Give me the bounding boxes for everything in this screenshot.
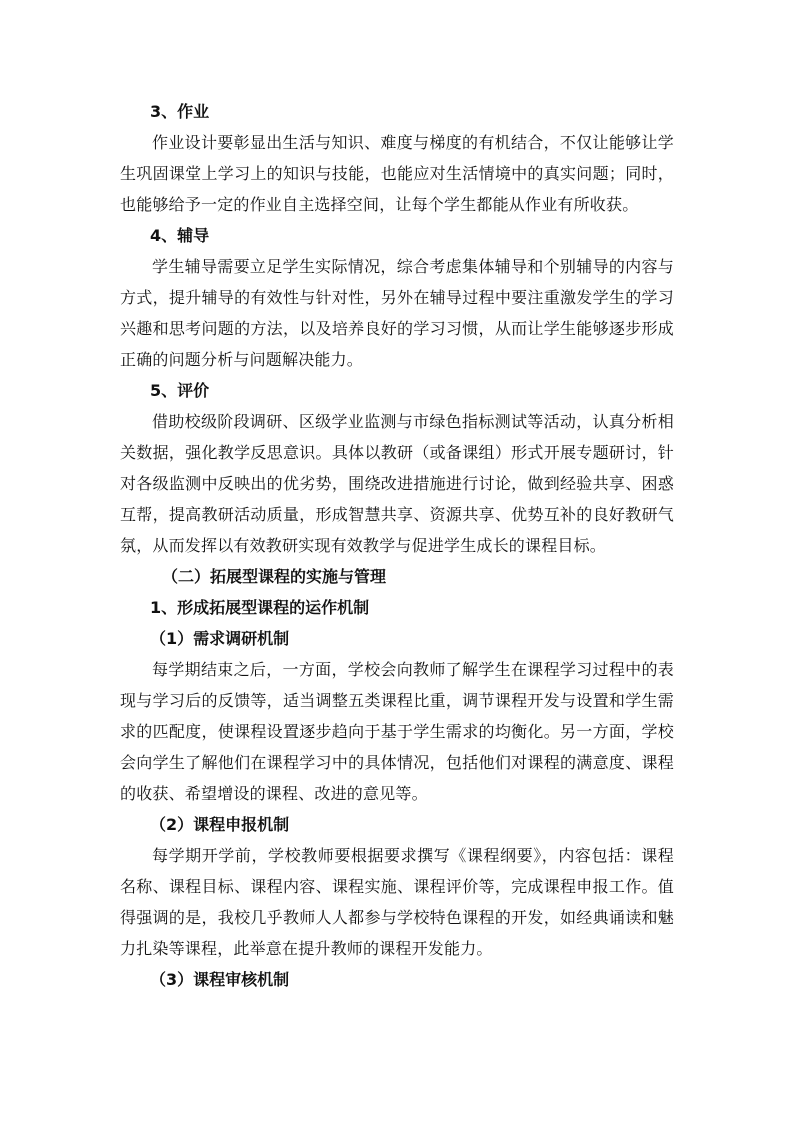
subsection-heading: 1、形成拓展型课程的运作机制 [150, 598, 370, 617]
subsection-heading: 4、辅导 [150, 226, 210, 245]
paragraph: 每学期开学前，学校教师要根据要求撰写《课程纲要》，内容包括：课程名称、课程目标、课程内容、课程实施、课程评价等，完成课程申报工作。值得强调的是，我校几乎教师人人都参与学校特色课程的开发，如经典诵读和魅力扎染等课程，此举意在提升教师的课程开发能力。 [120, 846, 674, 958]
subsection-heading: （3）课程审核机制 [150, 970, 290, 989]
subsection-heading: （1）需求调研机制 [150, 629, 290, 648]
paragraph: 作业设计要彰显出生活与知识、难度与梯度的有机结合，不仅让能够让学生巩固课堂上学习上的知识与技能，也能应对生活情境中的真实问题；同时，也能够给予一定的作业自主选择空间，让每个学生都能从作业有所收获。 [120, 133, 674, 214]
subsection-heading: （2）课程申报机制 [150, 815, 290, 834]
paragraph: 学生辅导需要立足学生实际情况，综合考虑集体辅导和个别辅导的内容与方式，提升辅导的有效性与针对性，另外在辅导过程中要注重激发学生的学习兴趣和思考问题的方法，以及培养良好的学习习惯，从而让学生能够逐步形成正确的问题分析与问题解决能力。 [120, 257, 674, 369]
paragraph: 每学期结束之后，一方面，学校会向教师了解学生在课程学习过程中的表现与学习后的反馈等，适当调整五类课程比重，调节课程开发与设置和学生需求的匹配度，使课程设置逐步趋向于基于学生需求的均衡化。另一方面，学校会向学生了解他们在课程学习中的具体情况，包括他们对课程的满意度、课程的收获、希望增设的课程、改进的意见等。 [120, 660, 674, 803]
subsection-heading: 5、评价 [150, 381, 210, 400]
section-heading: （二）拓展型课程的实施与管理 [162, 567, 387, 586]
subsection-heading: 3、作业 [150, 102, 210, 121]
paragraph: 借助校级阶段调研、区级学业监测与市绿色指标测试等活动，认真分析相关数据，强化教学反思意识。具体以教研（或备课组）形式开展专题研讨，针对各级监测中反映出的优劣势，围绕改进措施进行讨论，做到经验共享、困惑互帮，提高教研活动质量，形成智慧共享、资源共享、优势互补的良好教研气氛，从而发挥以有效教研实现有效教学与促进学生成长的课程目标。 [120, 412, 674, 555]
